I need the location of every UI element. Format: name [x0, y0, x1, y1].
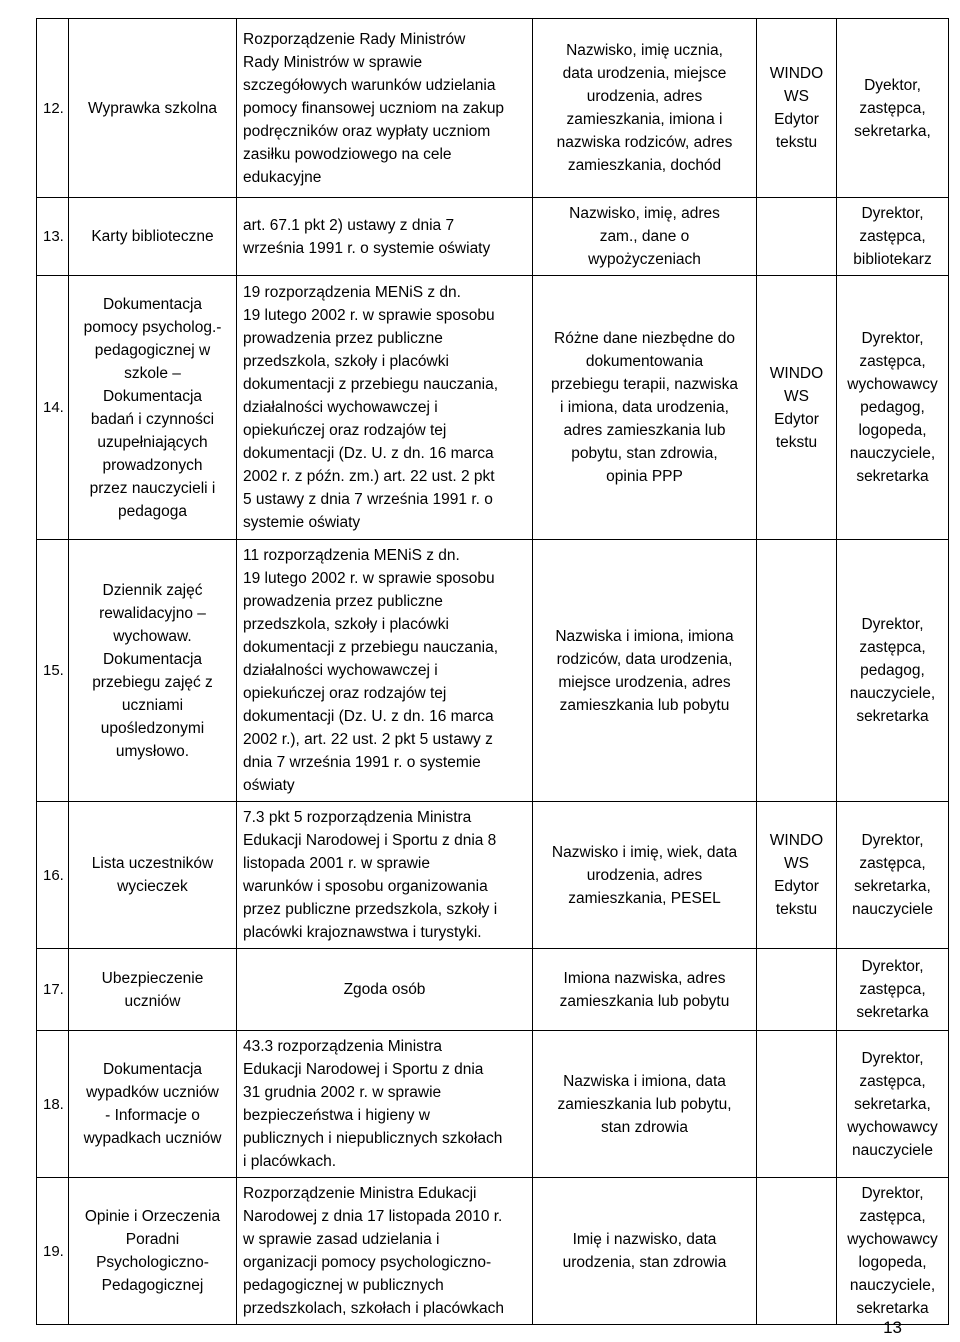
row-number: 14. [37, 276, 69, 540]
row-number: 12. [37, 19, 69, 198]
table-row [37, 802, 949, 949]
software-tool [757, 1178, 837, 1325]
data-scope: Imiona nazwiska, adres zamieszkania lub pobytu [533, 949, 757, 1031]
authorized-persons: Dyrektor, zastępca, sekretarka, nauczyciele [837, 802, 949, 949]
data-scope: Nazwisko i imię, wiek, data urodzenia, adres zamieszkania, PESEL [533, 802, 757, 949]
table-row [37, 19, 949, 198]
data-scope: Nazwiska i imiona, imiona rodziców, data urodzenia, miejsce urodzenia, adres zamieszkania lub pobytu [533, 540, 757, 802]
record-name: Wyprawka szkolna [69, 19, 237, 198]
software-tool: WINDO WS Edytor tekstu [757, 276, 837, 540]
record-name: Lista uczestników wycieczek [69, 802, 237, 949]
data-scope: Nazwiska i imiona, data zamieszkania lub pobytu, stan zdrowia [533, 1031, 757, 1178]
authorized-persons: Dyrektor, zastępca, pedagog, nauczyciele, sekretarka [837, 540, 949, 802]
legal-basis: 43.3 rozporządzenia Ministra Edukacji Narodowej i Sportu z dnia 31 grudnia 2002 r. w sprawie bezpieczeństwa i higieny w publicznych i niepublicznych szkołach i placówkach. [237, 1031, 533, 1178]
data-scope: Imię i nazwisko, data urodzenia, stan zdrowia [533, 1178, 757, 1325]
authorized-persons: Dyrektor, zastępca, bibliotekarz [837, 198, 949, 276]
row-number: 17. [37, 949, 69, 1031]
table-row [37, 1178, 949, 1325]
row-number: 13. [37, 198, 69, 276]
record-name: Karty biblioteczne [69, 198, 237, 276]
software-tool [757, 949, 837, 1031]
table-row [37, 949, 949, 1031]
software-tool [757, 198, 837, 276]
row-number: 19. [37, 1178, 69, 1325]
legal-basis: Zgoda osób [237, 949, 533, 1031]
legal-basis: 7.3 pkt 5 rozporządzenia Ministra Edukacji Narodowej i Sportu z dnia 8 listopada 2001 r. w sprawie warunków i sposobu organizowania przez publiczne przedszkola, szkoły i placówki krajoznawstwa i turystyki. [237, 802, 533, 949]
legal-basis: 11 rozporządzenia MENiS z dn. 19 lutego 2002 r. w sprawie sposobu prowadzenia przez publiczne przedszkola, szkoły i placówki dokumentacji z przebiegu nauczania, działalności wychowawczej i opiekuńczej oraz rodzajów tej dokumentacji (Dz. U. z dn. 16 marca 2002 r.), art. 22 ust. 2 pkt 5 ustawy z dnia 7 września 1991 r. o systemie oświaty [237, 540, 533, 802]
record-name: Ubezpieczenie uczniów [69, 949, 237, 1031]
table-row [37, 540, 949, 802]
software-tool: WINDO WS Edytor tekstu [757, 802, 837, 949]
authorized-persons: Dyrektor, zastępca, wychowawcy pedagog, logopeda, nauczyciele, sekretarka [837, 276, 949, 540]
record-name: Dokumentacja wypadków uczniów - Informacje o wypadkach uczniów [69, 1031, 237, 1178]
data-scope: Różne dane niezbędne do dokumentowania przebiegu terapii, nazwiska i imiona, data urodzenia, adres zamieszkania lub pobytu, stan zdrowia, opinia PPP [533, 276, 757, 540]
row-number: 16. [37, 802, 69, 949]
authorized-persons: Dyektor, zastępca, sekretarka, [837, 19, 949, 198]
data-register-table [36, 18, 949, 1325]
record-name: Opinie i Orzeczenia Poradni Psychologiczno- Pedagogicznej [69, 1178, 237, 1325]
legal-basis: art. 67.1 pkt 2) ustawy z dnia 7 września 1991 r. o systemie oświaty [237, 198, 533, 276]
software-tool [757, 540, 837, 802]
legal-basis: 19 rozporządzenia MENiS z dn. 19 lutego 2002 r. w sprawie sposobu prowadzenia przez publiczne przedszkola, szkoły i placówki dokumentacji z przebiegu nauczania, działalności wychowawczej i opiekuńczej oraz rodzajów tej dokumentacji (Dz. U. z dn. 16 marca 2002 r. z późn. zm.) art. 22 ust. 2 pkt 5 ustawy z dnia 7 września 1991 r. o systemie oświaty [237, 276, 533, 540]
page-number: 13 [883, 1318, 902, 1337]
row-number: 18. [37, 1031, 69, 1178]
software-tool [757, 1031, 837, 1178]
record-name: Dziennik zajęć rewalidacyjno – wychowaw. Dokumentacja przebiegu zajęć z uczniami upośledzonymi umysłowo. [69, 540, 237, 802]
data-scope: Nazwisko, imię, adres zam., dane o wypożyczeniach [533, 198, 757, 276]
authorized-persons: Dyrektor, zastępca, wychowawcy logopeda, nauczyciele, sekretarka [837, 1178, 949, 1325]
legal-basis: Rozporządzenie Rady Ministrów Rady Ministrów w sprawie szczegółowych warunków udzielania pomocy finansowej uczniom na zakup podręczników oraz wypłaty uczniom zasiłku powodziowego na cele edukacyjne [237, 19, 533, 198]
authorized-persons: Dyrektor, zastępca, sekretarka [837, 949, 949, 1031]
table-row [37, 276, 949, 540]
authorized-persons: Dyrektor, zastępca, sekretarka, wychowawcy nauczyciele [837, 1031, 949, 1178]
table-row [37, 1031, 949, 1178]
record-name: Dokumentacja pomocy psycholog.- pedagogicznej w szkole – Dokumentacja badań i czynności uzupełniających prowadzonych przez nauczycieli i pedagoga [69, 276, 237, 540]
legal-basis: Rozporządzenie Ministra Edukacji Narodowej z dnia 17 listopada 2010 r. w sprawie zasad udzielania i organizacji pomocy psychologiczno- pedagogicznej w publicznych przedszkolach, szkołach i placówkach [237, 1178, 533, 1325]
table-row [37, 198, 949, 276]
row-number: 15. [37, 540, 69, 802]
software-tool: WINDO WS Edytor tekstu [757, 19, 837, 198]
data-scope: Nazwisko, imię ucznia, data urodzenia, miejsce urodzenia, adres zamieszkania, imiona i nazwiska rodziców, adres zamieszkania, dochód [533, 19, 757, 198]
